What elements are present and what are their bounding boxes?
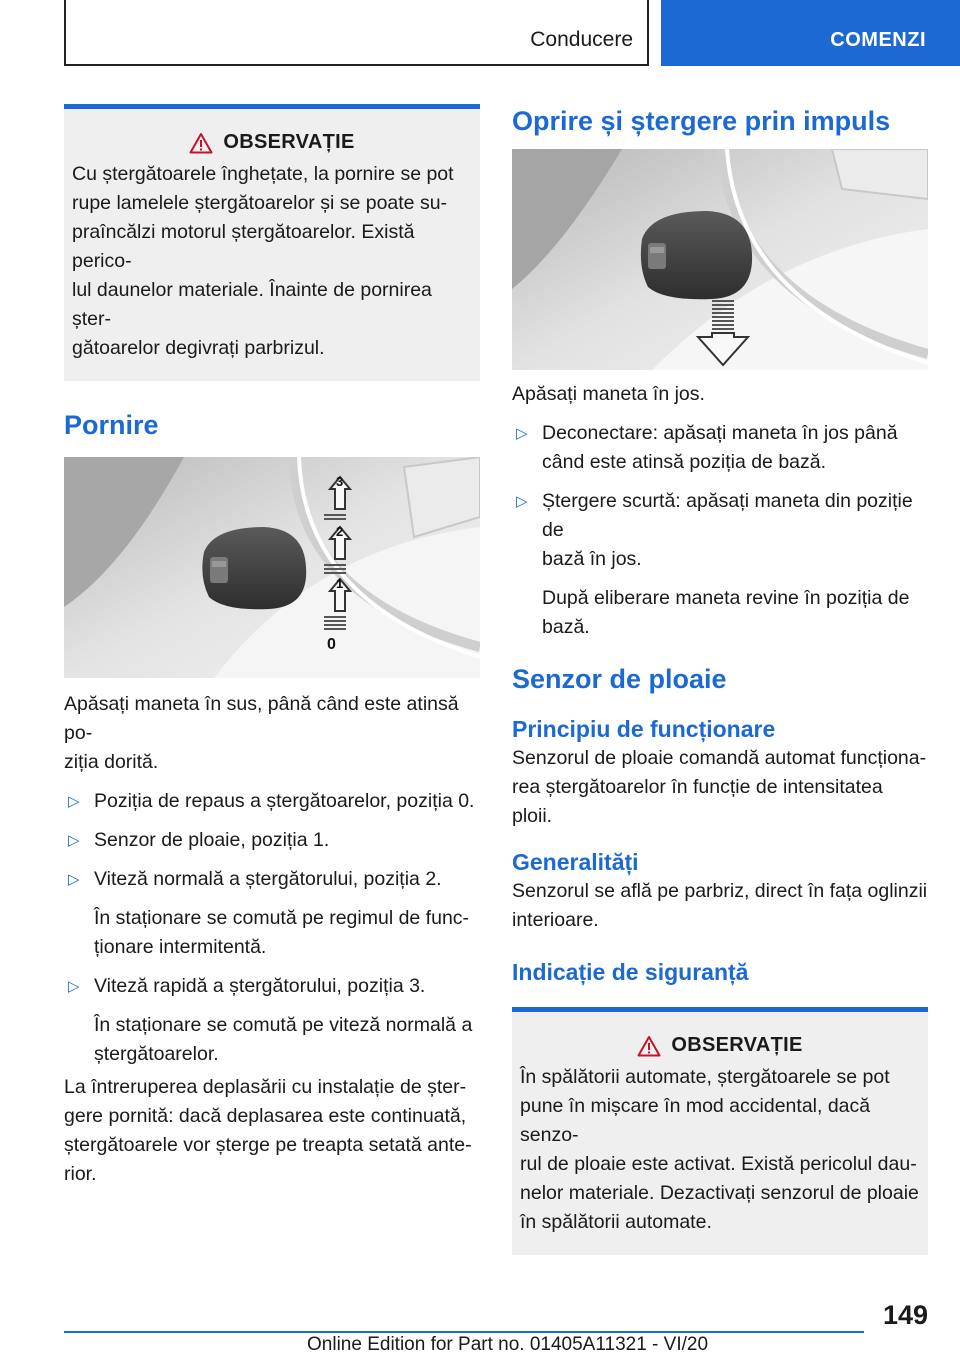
- warning-triangle-icon: [637, 1035, 661, 1057]
- warning-line: lul daunelor materiale. Înainte de pornirea șter-: [72, 279, 432, 330]
- triangle-bullet-icon: ▷: [68, 793, 80, 810]
- oprire-list: [512, 419, 928, 574]
- text-line: La întreruperea deplasării cu instalație de șter-: [64, 1076, 467, 1098]
- header-section-title: Conducere: [530, 28, 633, 51]
- footer-edition: Online Edition for Part no. 01405A11321 - VI/20: [307, 1334, 709, 1355]
- wiper-lever-up-illustration: [64, 457, 480, 678]
- position-label: 1: [336, 576, 344, 591]
- right-column: [512, 104, 928, 1255]
- section-heading-rain-sensor: Senzor de ploaie: [512, 664, 727, 694]
- warning-box-ice: [64, 104, 480, 381]
- wiper-lever-down-illustration: [512, 149, 928, 370]
- subheading-general: Generalități: [512, 849, 639, 875]
- list-item: [64, 826, 480, 855]
- header-chapter-title: COMENZI: [830, 29, 926, 51]
- triangle-bullet-icon: ▷: [68, 832, 80, 849]
- pornire-intro: [64, 690, 480, 777]
- text-line: Apăsați maneta în sus, până când este atinsă po-: [64, 693, 459, 744]
- list-item: [512, 419, 928, 477]
- warning-title: OBSERVAȚIE: [223, 131, 355, 153]
- warning-line: În spălătorii automate, ștergătoarele se pot: [520, 1066, 890, 1088]
- text-line: În staționare se comută pe regimul de func-: [94, 907, 470, 929]
- warning-line: rupe lamelele ștergătoarelor și se poate su-: [72, 192, 448, 214]
- list-item: [64, 787, 480, 816]
- pornire-list: [64, 787, 480, 894]
- warning-title-row: [520, 1034, 920, 1057]
- text-line: După eliberare maneta revine în poziția de: [542, 587, 910, 609]
- text-line: Ștergere scurtă: apăsați maneta din poziție de: [542, 490, 913, 541]
- principle-text: [512, 744, 928, 831]
- list-item: [512, 487, 928, 574]
- list-item-text: Poziția de repaus a ștergătoarelor, poziția 0.: [94, 790, 475, 812]
- list-item-note: [64, 904, 480, 962]
- list-item-text: Senzor de ploaie, poziția 1.: [94, 829, 330, 851]
- footer-divider: [64, 1331, 864, 1333]
- text-line: Senzorul de ploaie comandă automat funcționa-: [512, 747, 927, 769]
- triangle-bullet-icon: ▷: [516, 493, 528, 510]
- warning-line: în spălătorii automate.: [520, 1211, 712, 1233]
- text-line: interioare.: [512, 909, 599, 931]
- warning-text: [72, 160, 472, 363]
- warning-line: rul de ploaie este activat. Există pericolul dau-: [520, 1153, 917, 1175]
- text-line: când este atinsă poziția de bază.: [542, 451, 827, 473]
- left-column: [64, 104, 480, 1189]
- warning-line: gătoarelor degivrați parbrizul.: [72, 337, 325, 359]
- header-section-box: [64, 0, 649, 66]
- header-chapter-tab: [661, 0, 960, 66]
- section-heading-oprire: Oprire și ștergere prin impuls: [512, 106, 891, 136]
- text-line: În staționare se comută pe viteză normală a: [94, 1014, 473, 1036]
- position-label: 0: [327, 636, 336, 653]
- warning-line: Cu ștergătoarele înghețate, la pornire se pot: [72, 163, 454, 185]
- list-item-note: [64, 1011, 480, 1069]
- list-item-text: Viteză normală a ștergătorului, poziția 2.: [94, 868, 442, 890]
- triangle-bullet-icon: ▷: [68, 978, 80, 995]
- text-line: bază în jos.: [542, 548, 642, 570]
- text-line: ziția dorită.: [64, 751, 159, 773]
- warning-line: praîncălzi motorul ștergătoarelor. Există perico-: [72, 221, 415, 272]
- pornire-list-continued: [64, 972, 480, 1001]
- text-line: Deconectare: apăsați maneta în jos până: [542, 422, 898, 444]
- warning-box-carwash: [512, 1007, 928, 1255]
- text-line: ționare intermitentă.: [94, 936, 267, 958]
- warning-text: [520, 1063, 920, 1237]
- text-line: gere pornită: dacă deplasarea este continuată,: [64, 1105, 467, 1127]
- list-item-note: [512, 584, 928, 642]
- page-number: 149: [882, 1300, 928, 1330]
- warning-line: nelor materiale. Dezactivați senzorul de ploaie: [520, 1182, 919, 1204]
- list-item: [64, 865, 480, 894]
- list-item-text: Viteză rapidă a ștergătorului, poziția 3.: [94, 975, 426, 997]
- general-text: [512, 877, 928, 935]
- subheading-principle: Principiu de funcționare: [512, 716, 776, 742]
- triangle-bullet-icon: ▷: [68, 871, 80, 888]
- text-line: bază.: [542, 616, 590, 638]
- subheading-safety: Indicație de siguranță: [512, 959, 749, 985]
- position-label: 3: [336, 474, 344, 489]
- warning-title-row: [72, 131, 472, 154]
- position-label: 2: [336, 524, 344, 539]
- section-heading-pornire: Pornire: [64, 410, 159, 440]
- list-item: [64, 972, 480, 1001]
- text-line: Senzorul se află pe parbriz, direct în fața oglinzii: [512, 880, 928, 902]
- text-line: rior.: [64, 1163, 97, 1185]
- warning-triangle-icon: [189, 132, 213, 154]
- text-line: ștergătoarele vor șterge pe treapta setată ante-: [64, 1134, 472, 1156]
- warning-line: pune în mișcare în mod accidental, dacă senzo-: [520, 1095, 871, 1146]
- warning-title: OBSERVAȚIE: [671, 1034, 803, 1056]
- text-line: rea ștergătoarelor în funcție de intensitatea ploii.: [512, 776, 883, 827]
- triangle-bullet-icon: ▷: [516, 425, 528, 442]
- pornire-outro: [64, 1073, 480, 1189]
- oprire-intro: Apăsați maneta în jos.: [512, 383, 705, 405]
- text-line: ștergătoarelor.: [94, 1043, 219, 1065]
